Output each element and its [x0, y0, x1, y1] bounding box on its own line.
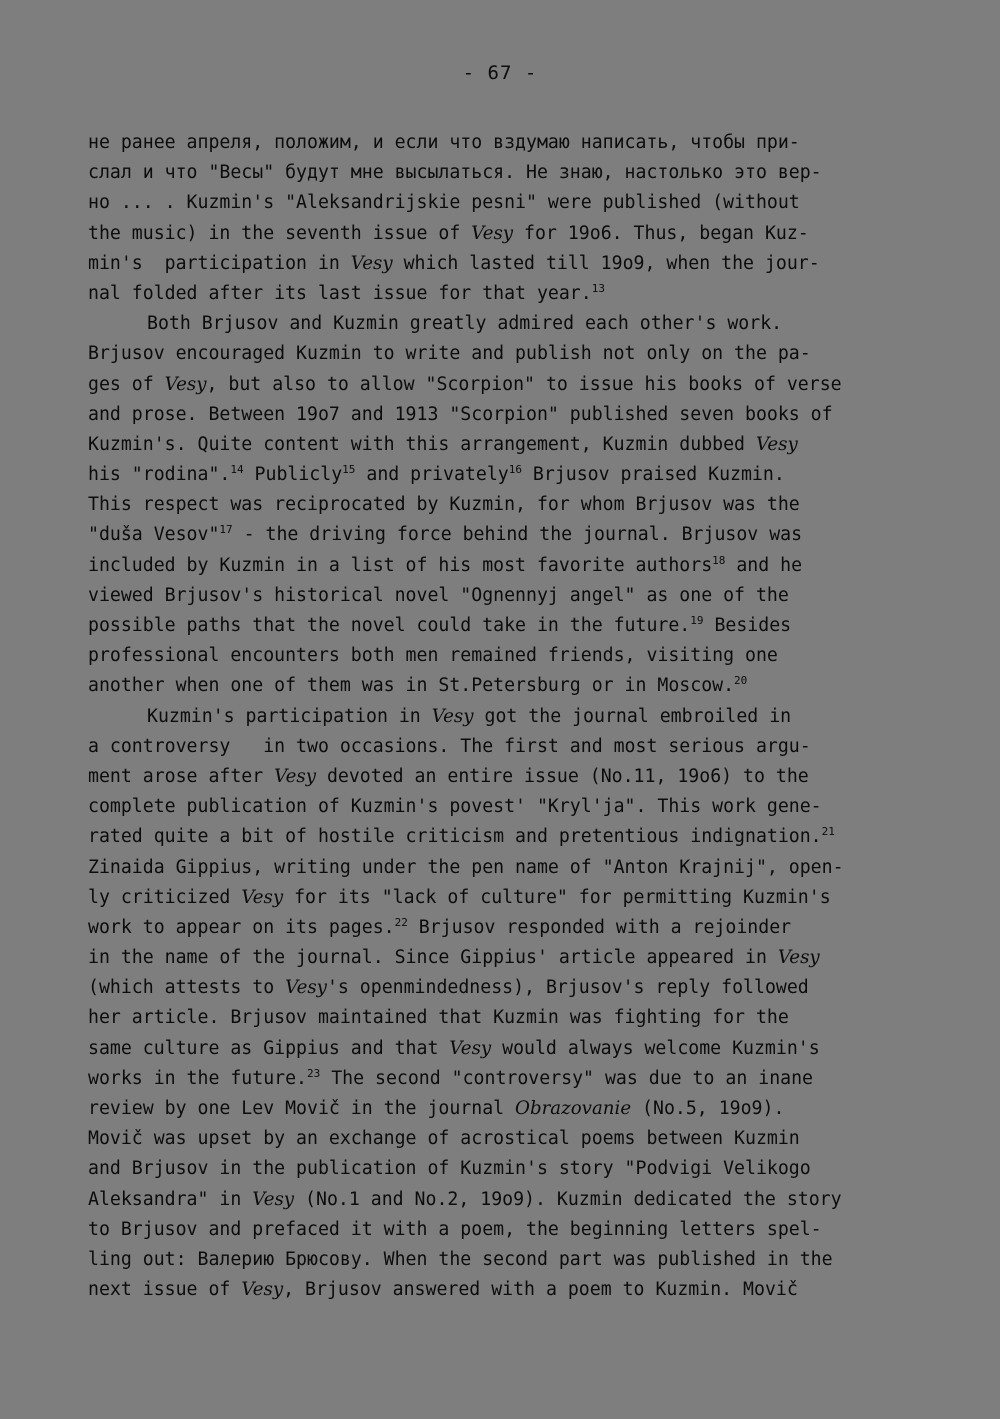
text-line [88, 1275, 918, 1305]
page-number: - 67 - [462, 62, 538, 84]
text-line [88, 1154, 918, 1184]
text-run: next issue of [88, 1279, 242, 1301]
text-run: ment arose after [88, 765, 275, 787]
text-run: ling out: Валерию Брюсову. When the second part was published in the [88, 1248, 833, 1270]
text-line [88, 339, 918, 369]
text-line [88, 1245, 918, 1275]
text-line [88, 309, 918, 339]
text-run: possible paths that the novel could take in the future. [88, 615, 691, 636]
text-run: Brjusov praised Kuzmin. [521, 464, 785, 486]
text-run: слал и что "Весы" будут мне высылаться. Не знаю, настолько это вер- [88, 162, 822, 184]
text-run: 's openmindedness), Brjusov's reply followed [326, 977, 809, 999]
text-run: same culture as Gippius and that [88, 1037, 450, 1059]
text-run: min's participation in [88, 252, 351, 274]
text-run: The second "controversy" was due to an inane [320, 1067, 813, 1089]
italic-title: Vesy [350, 252, 393, 274]
text-run: но ... . Kuzmin's "Aleksandrijskie pesni" were published (without [88, 192, 800, 214]
text-run: Brjusov encouraged Kuzmin to write and publish not only on the pa- [88, 343, 811, 365]
text-line [88, 400, 918, 430]
text-line [88, 822, 918, 852]
text-run: Publicly [243, 464, 343, 486]
footnote-ref: 22 [394, 915, 408, 929]
text-line [88, 702, 918, 732]
text-run: the music) in the seventh issue of [88, 222, 472, 244]
footnote-ref: 16 [508, 463, 522, 477]
text-line [88, 853, 918, 883]
text-run: nal folded after its last issue for that year. [88, 282, 592, 304]
text-run: (No.1 and No.2, 19o9). Kuzmin dedicated the story [294, 1188, 842, 1210]
text-run: (which attests to [88, 977, 286, 999]
text-line [88, 219, 918, 249]
text-run: Brjusov responded with a rejoinder [407, 916, 792, 938]
text-line [88, 973, 918, 1003]
text-run: Kuzmin's participation in [147, 705, 432, 727]
text-run: for 19o6. Thus, began Kuz- [513, 222, 809, 244]
text-run: which lasted till 19o9, when the jour- [392, 252, 820, 274]
text-line [88, 490, 918, 520]
footnote-ref: 14 [230, 463, 244, 477]
text-line [88, 671, 918, 701]
text-line [88, 249, 918, 279]
text-run: would always welcome Kuzmin's [491, 1037, 820, 1059]
text-run: , Brjusov answered with a poem to Kuzmin. Movič [283, 1279, 798, 1301]
text-run: Movič was upset by an exchange of acrostical poems between Kuzmin [88, 1128, 800, 1150]
italic-title: Obrazovanie [515, 1098, 632, 1119]
text-line [88, 762, 918, 792]
footnote-ref: 15 [342, 463, 356, 477]
text-line [88, 430, 918, 460]
italic-title: Vesy [241, 1279, 284, 1301]
text-line [88, 279, 918, 309]
text-run: Aleksandra" in [88, 1188, 253, 1210]
text-line [88, 370, 918, 400]
text-run: (No.5, 19o9). [631, 1098, 785, 1119]
text-line [88, 1034, 918, 1064]
text-run: and privately [355, 464, 509, 486]
footnote-ref: 20 [734, 674, 748, 688]
footnote-ref: 23 [307, 1066, 321, 1080]
italic-title: Vesy [285, 977, 327, 999]
text-line [88, 611, 918, 641]
text-run: ly criticized [88, 886, 242, 908]
text-run: professional encounters both men remained friends, visiting one [88, 645, 778, 667]
text-line [88, 128, 918, 158]
text-line [88, 188, 918, 218]
text-run: got the journal embroiled in [473, 705, 792, 727]
text-line [88, 1124, 918, 1154]
italic-title: Vesy [777, 947, 820, 969]
footnote-ref: 17 [219, 523, 233, 537]
text-run: Kuzmin's. Quite content with this arrangement, Kuzmin dubbed [88, 433, 756, 455]
text-line [88, 883, 918, 913]
text-run: - the driving force behind the journal. Brjusov was [232, 524, 803, 546]
text-run: devoted an entire issue (No.11, 19o6) to the [316, 765, 809, 787]
text-line [88, 1003, 918, 1033]
text-run: for its "lack of culture" for permitting Kuzmin's [283, 886, 831, 908]
italic-title: Vesy [471, 222, 514, 244]
footnote-ref: 18 [712, 553, 726, 567]
text-line [88, 943, 918, 973]
footnote-ref: 21 [821, 825, 835, 839]
text-run: and prose. Between 19o7 and 1913 "Scorpion" published seven books of [88, 403, 833, 425]
italic-title: Vesy [252, 1188, 295, 1210]
text-run: complete publication of Kuzmin's povest' "Kryl'ja". This work gene- [88, 796, 822, 818]
text-run: Besides [703, 615, 792, 636]
italic-title: Vesy [431, 705, 474, 727]
body-text [88, 128, 918, 1305]
text-line [88, 913, 918, 943]
text-run: ges of [88, 373, 165, 395]
italic-title: Vesy [755, 433, 798, 455]
text-run: Zinaida Gippius, writing under the pen name of "Anton Krajnij", open- [88, 856, 844, 878]
italic-title: Vesy [164, 373, 207, 395]
text-run: and Brjusov in the publication of Kuzmin's story "Podvigi Velikogo [88, 1158, 811, 1180]
footnote-ref: 13 [591, 281, 605, 295]
text-run: a controversy in two occasions. The first and most serious argu- [88, 735, 811, 757]
text-run: viewed Brjusov's historical novel "Ognennyj angel" as one of the [88, 584, 789, 606]
text-run: works in the future. [88, 1067, 307, 1089]
text-run: review by one Lev Movič in the journal [88, 1098, 516, 1119]
text-line [88, 1185, 918, 1215]
text-line [88, 460, 918, 490]
text-run: "duša Vesov" [88, 524, 220, 546]
text-run: her article. Brjusov maintained that Kuzmin was fighting for the [88, 1007, 789, 1029]
text-line [88, 792, 918, 822]
text-run: his "rodina". [88, 464, 231, 486]
text-run: another when one of them was in St.Petersburg or in Moscow. [88, 675, 735, 697]
text-line [88, 581, 918, 611]
text-line [88, 1064, 918, 1094]
text-line [88, 641, 918, 671]
text-run: This respect was reciprocated by Kuzmin, for whom Brjusov was the [88, 494, 800, 516]
text-line [88, 732, 918, 762]
text-run: in the name of the journal. Since Gippius' article appeared in [88, 947, 778, 969]
text-run: , but also to allow "Scorpion" to issue his books of verse [206, 373, 842, 395]
italic-title: Vesy [241, 886, 284, 908]
text-run: to Brjusov and prefaced it with a poem, the beginning letters spel- [88, 1218, 822, 1240]
text-line [88, 158, 918, 188]
text-line [88, 1215, 918, 1245]
text-run: rated quite a bit of hostile criticism and pretentious indignation. [88, 826, 822, 848]
text-run: included by Kuzmin in a list of his most favorite authors [88, 554, 713, 576]
text-line [88, 551, 918, 581]
text-line [88, 1094, 918, 1124]
text-run: and he [725, 554, 803, 576]
italic-title: Vesy [449, 1037, 492, 1059]
italic-title: Vesy [274, 765, 316, 787]
text-run: Both Brjusov and Kuzmin greatly admired each other's work. [147, 313, 783, 335]
text-line [88, 520, 918, 550]
footnote-ref: 19 [690, 614, 704, 627]
text-run: не ранее апреля, положим, и если что вздумаю написать, чтобы при- [88, 132, 800, 153]
text-run: work to appear on its pages. [88, 916, 395, 938]
